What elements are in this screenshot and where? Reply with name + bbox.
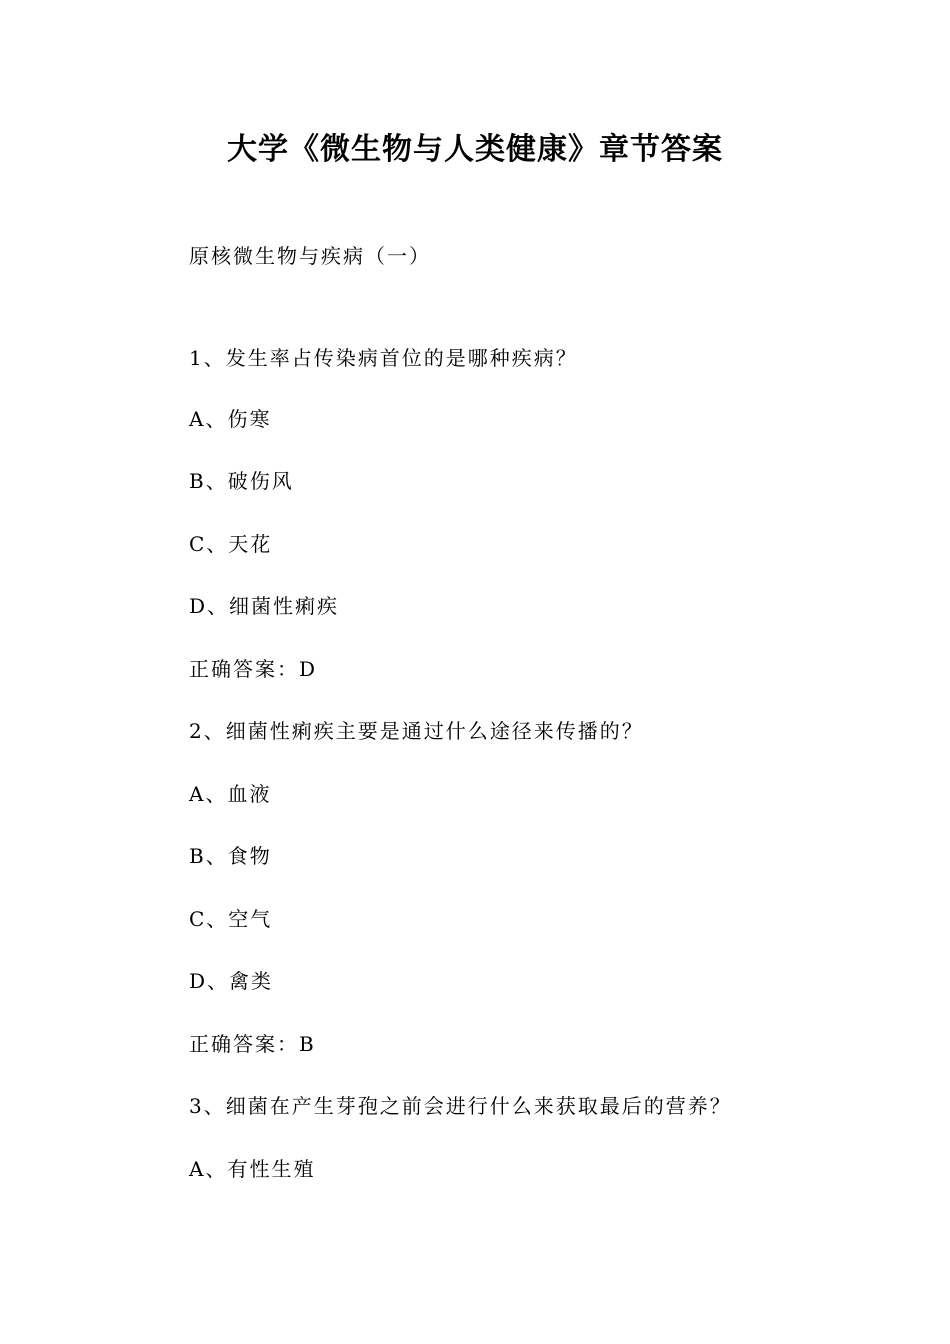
q1-option-c: C、天花 <box>189 532 273 556</box>
q2-option-b: B、食物 <box>189 844 272 868</box>
q1-option-d: D、细菌性痢疾 <box>189 594 340 618</box>
section-heading: 原核微生物与疾病（一） <box>189 244 431 268</box>
document-title: 大学《微生物与人类健康》章节答案 <box>227 132 723 167</box>
q1-option-b: B、破伤风 <box>189 469 294 493</box>
question-1: 1、发生率占传染病首位的是哪种疾病？ <box>189 346 578 370</box>
q1-answer: 正确答案：D <box>189 657 318 681</box>
question-2: 2、细菌性痢疾主要是通过什么途径来传播的？ <box>189 719 644 743</box>
q2-option-a: A、血液 <box>189 782 272 806</box>
q1-option-a: A、伤寒 <box>189 407 272 431</box>
q2-answer: 正确答案：B <box>189 1032 316 1056</box>
question-3: 3、细菌在产生芽孢之前会进行什么来获取最后的营养？ <box>189 1094 732 1118</box>
q2-option-c: C、空气 <box>189 907 273 931</box>
q3-option-a: A、有性生殖 <box>189 1157 316 1181</box>
q2-option-d: D、禽类 <box>189 969 274 993</box>
